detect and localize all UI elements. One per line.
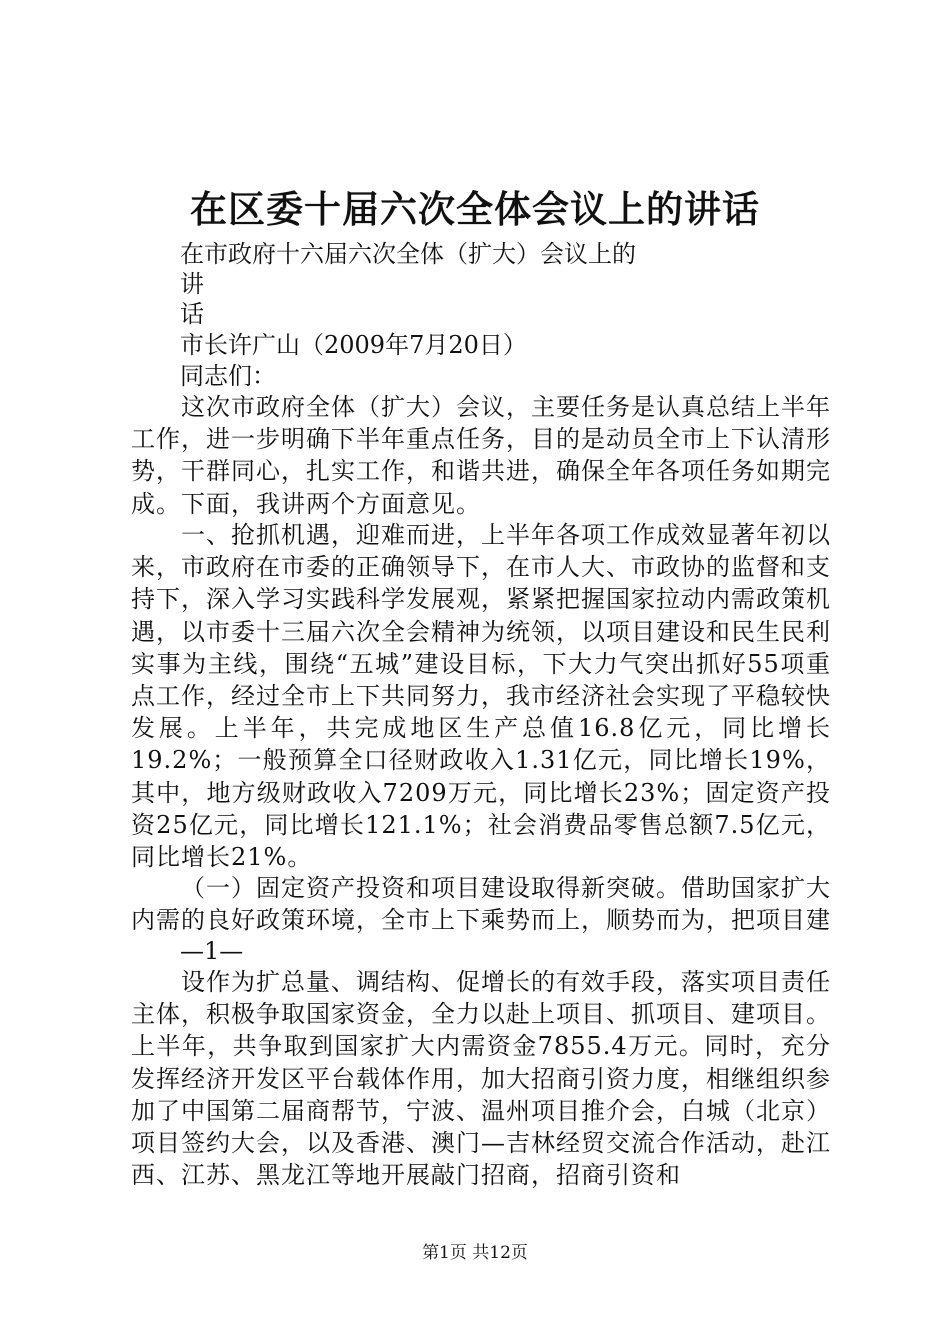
paragraph-section-one: 一、抢抓机遇，迎难而进，上半年各项工作成效显著年初以来，市政府在市委的正确领导下，在市人大、市政协的监督和支持下，深入学习实践科学发展观，紧紧把握国家拉动内需政策机遇，以市委十三届六次全会精神为统领，以项目建设和民生民利实事为主线，围绕“五城”建设目标，下大力气突出抓好55项重点工作，经过全市上下共同努力，我市经济社会实现了平稳较快发展。上半年，共完成地区生产总值16.8亿元，同比增长19.2%；一般预算全口径财政收入1.31亿元，同比增长19%，其中，地方级财政收入7209万元，同比增长23%；固定资产投资25亿元，同比增长121.1%；社会消费品零售总额7.5亿元，同比增长21%。 [131,521,831,872]
subtitle-line-2: 讲 [180,270,204,298]
speaker-line: 市长许广山（2009年7月20日） [180,331,527,359]
subtitle-line-1: 在市政府十六届六次全体（扩大）会议上的 [180,240,636,268]
subtitle-line-3: 话 [180,300,204,328]
page-footer: 第1页 共12页 [422,1243,528,1263]
document-title: 在区委十届六次全体会议上的讲话 [190,187,760,231]
salutation: 同志们： [180,362,276,390]
paragraph-subsection-one: （一）固定资产投资和项目建设取得新突破。借助国家扩大内需的良好政策环境，全市上下乘势而上，顺势而为，把项目建 [131,874,831,935]
paragraph-continued: 设作为扩总量、调结构、促增长的有效手段，落实项目责任主体，积极争取国家资金，全力以赴上项目、抓项目、建项目。上半年，共争取到国家扩大内需资金7855.4万元。同时，充分发挥经济开发区平台载体作用，加大招商引资力度，相继组织参加了中国第二届商帮节，宁波、温州项目推介会，白城（北京）项目签约大会，以及香港、澳门—吉林经贸交流合作活动，赴江西、江苏、黑龙江等地开展敲门招商，招商引资和 [131,968,831,1190]
page-marker: —1— [180,937,244,965]
paragraph-opening: 这次市政府全体（扩大）会议，主要任务是认真总结上半年工作，进一步明确下半年重点任务，目的是动员全市上下认清形势，干群同心，扎实工作，和谐共进，确保全年各项任务如期完成。下面，我讲两个方面意见。 [131,393,831,518]
